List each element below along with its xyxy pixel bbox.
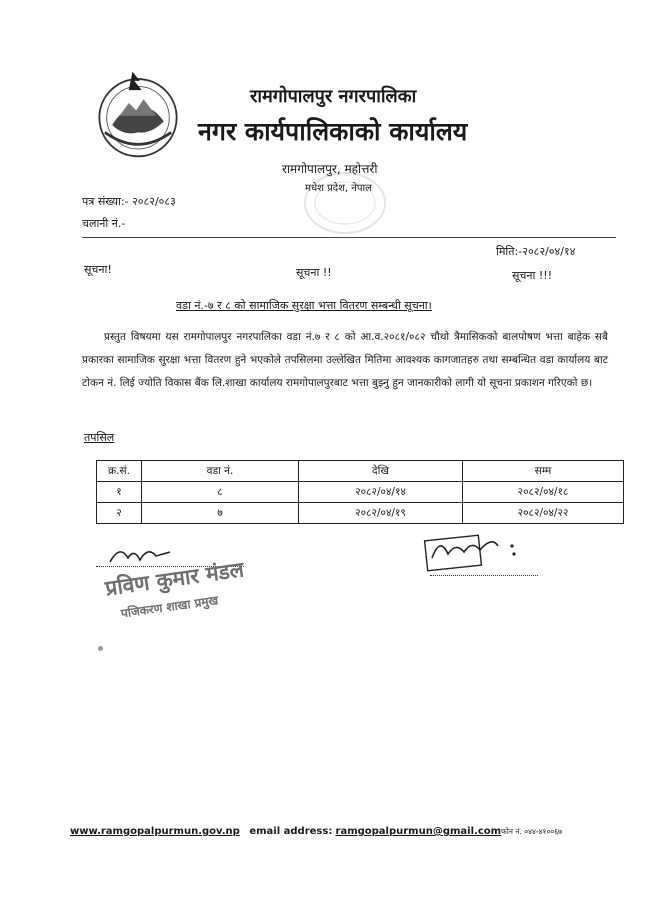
municipality-name: रामगोपालपुर नगरपालिका (250, 86, 417, 107)
location-line: रामगोपालपुर, महोत्तरी (282, 162, 378, 176)
notice-label-2: सूचना !! (296, 266, 332, 279)
notice-subject: वडा नं.-७ र ८ को सामाजिक सुरक्षा भत्ता वितरण सम्बन्धी सूचना। (176, 299, 432, 312)
svg-text:पजिकरण शाखा प्रमुख: पजिकरण शाखा प्रमुख (120, 593, 220, 621)
table-row (97, 482, 624, 503)
email-label: email address: (249, 826, 333, 837)
column-header-to: सम्म (463, 461, 624, 482)
table-row (97, 503, 624, 524)
table-cell: १ (97, 482, 142, 503)
table-cell: २०८२/०४/१८ (463, 482, 624, 503)
table-cell: ८ (142, 482, 299, 503)
details-heading: तपसिल (84, 431, 115, 444)
letter-date: मिति:-२०८२/०४/१४ (496, 245, 576, 258)
province-line: मधेश प्रदेश, नेपाल (305, 183, 372, 194)
email-link[interactable]: ramgopalpurmun@gmail.com (335, 826, 502, 837)
table-header-row (97, 461, 624, 482)
office-stamp (300, 168, 390, 238)
column-header-serial: क्र.सं. (97, 461, 142, 482)
website-link[interactable]: www.ramgopalpurmun.gov.np (70, 826, 240, 837)
distribution-schedule-table (96, 460, 624, 524)
phone-number: फोन नं. ०४४-४१००६७ (501, 827, 563, 836)
office-name: नगर कार्यपालिकाको कार्यालय (198, 117, 468, 146)
notice-body: प्रस्तुत विषयमा यस रामगोपालपुर नगरपालिका वडा नं.७ र ८ को आ.व.२०८१/०८२ चौथो त्रैमासिकको बालपोषण भत्ता बाहेक सबै प्रकारका सामाजिक सुरक्षा भत्ता वितरण हुने भएकोले तपसिलमा उल्लेखित मितिमा आवश्यक कागजातहरु तथा सम्बन्धित वडा कार्यालय बाट टोकन नं. लिई ज्योति विकास बैंक लि.शाखा कार्यालय रामगोपालपुरबाट भत्ता बुझ्नु हुन जानकारीको लागी यो सूचना प्रकाशन गरिएको छ। (82, 331, 608, 389)
officer-name-seal (104, 552, 274, 622)
table-cell: २०८२/०४/२२ (463, 503, 624, 524)
signature-line-right (430, 575, 538, 576)
notice-label-1: सूचना! (84, 263, 112, 276)
header-divider (82, 237, 616, 238)
column-header-ward: वडा नं. (142, 461, 299, 482)
dispatch-number: चलानी नं.- (82, 217, 126, 230)
notice-label-3: सूचना !!! (512, 269, 553, 282)
column-header-from: देखि (299, 461, 463, 482)
nepal-emblem-logo (92, 68, 184, 160)
svg-text:प्रविण कुमार मंडल: प्रविण कुमार मंडल (104, 557, 246, 601)
table-cell: २०८२/०४/१९ (299, 503, 463, 524)
scan-speck (98, 646, 103, 651)
footer (70, 826, 562, 837)
reference-number: पत्र संख्या:- २०८२/०८३ (82, 195, 176, 208)
table-cell: २०८२/०४/१४ (299, 482, 463, 503)
table-cell: २ (97, 503, 142, 524)
table-cell: ७ (142, 503, 299, 524)
